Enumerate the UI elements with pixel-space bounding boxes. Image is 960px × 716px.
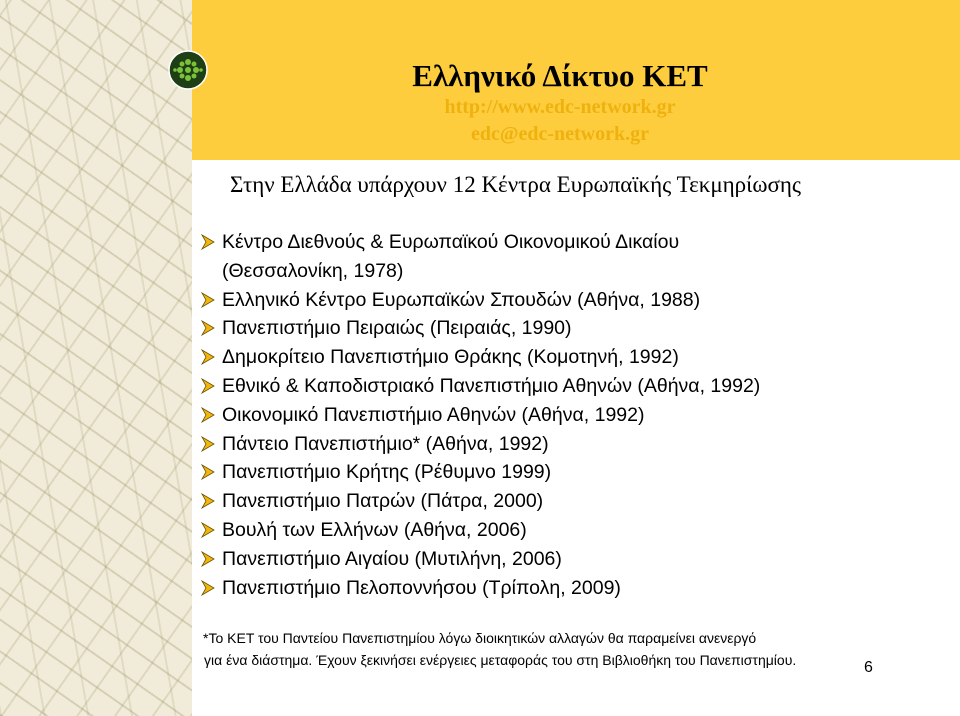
list-item <box>200 343 760 372</box>
website-link[interactable]: http://www.edc-network.gr <box>444 96 676 118</box>
center-detail: (Θεσσαλονίκη, 1978) <box>222 259 404 282</box>
center-name: Δημοκρίτειο Πανεπιστήμιο Θράκης (Κομοτηνή, 1992) <box>222 346 679 369</box>
page-number: 6 <box>864 659 873 676</box>
centers-list <box>200 228 760 602</box>
list-item <box>200 228 760 286</box>
list-item <box>200 314 760 343</box>
center-name: Πανεπιστήμιο Πατρών (Πάτρα, 2000) <box>222 490 544 513</box>
list-item <box>200 372 760 401</box>
list-item <box>200 286 760 315</box>
footnote-line-1: *Το ΚΕΤ του Παντείου Πανεπιστημίου λόγω διοικητικών αλλαγών θα παραμείνει ανενεργό <box>203 630 757 646</box>
arrow-bullet-icon <box>200 464 215 480</box>
footnote-line-2: για ένα διάστημα. Έχουν ξεκινήσει ενέργειες μεταφοράς του στη Βιβλιοθήκη του Πανεπιστημίου. <box>204 652 797 668</box>
arrow-bullet-icon <box>200 522 215 538</box>
arrow-bullet-icon <box>200 234 215 250</box>
page-title: Ελληνικό Δίκτυο ΚΕΤ <box>412 58 708 93</box>
center-name: Πανεπιστήμιο Κρήτης (Ρέθυμνο 1999) <box>222 461 552 484</box>
arrow-bullet-icon <box>200 436 215 452</box>
network-logo-icon <box>168 50 208 90</box>
arrow-bullet-icon <box>200 378 215 394</box>
center-name: Πανεπιστήμιο Πελοποννήσου (Τρίπολη, 2009) <box>222 576 621 599</box>
list-item <box>200 487 760 516</box>
center-name: Βουλή των Ελλήνων (Αθήνα, 2006) <box>222 518 527 541</box>
arrow-bullet-icon <box>200 292 215 308</box>
center-name: Πανεπιστήμιο Πειραιώς (Πειραιάς, 1990) <box>222 317 572 340</box>
section-heading: Στην Ελλάδα υπάρχουν 12 Κέντρα Ευρωπαϊκής Τεκμηρίωσης <box>230 172 802 197</box>
list-item <box>200 430 760 459</box>
arrow-bullet-icon <box>200 320 215 336</box>
center-name: Πανεπιστήμιο Αιγαίου (Μυτιλήνη, 2006) <box>222 547 562 570</box>
list-item <box>200 516 760 545</box>
list-item <box>200 401 760 430</box>
arrow-bullet-icon <box>200 551 215 567</box>
email-link[interactable]: edc@edc-network.gr <box>471 123 649 145</box>
center-name: Πάντειο Πανεπιστήμιο* (Αθήνα, 1992) <box>222 432 549 455</box>
arrow-bullet-icon <box>200 407 215 423</box>
list-item <box>200 545 760 574</box>
decorative-pattern-sidebar <box>0 0 192 716</box>
list-item <box>200 458 760 487</box>
center-name: Κέντρο Διεθνούς & Ευρωπαϊκού Οικονομικού Δικαίου <box>222 231 680 253</box>
center-name: Εθνικό & Καποδιστριακό Πανεπιστήμιο Αθηνών (Αθήνα, 1992) <box>222 374 761 397</box>
center-name: Ελληνικό Κέντρο Ευρωπαϊκών Σπουδών (Αθήνα, 1988) <box>222 288 701 311</box>
arrow-bullet-icon <box>200 493 215 509</box>
center-name: Οικονομικό Πανεπιστήμιο Αθηνών (Αθήνα, 1992) <box>222 403 645 426</box>
arrow-bullet-icon <box>200 349 215 365</box>
list-item <box>200 574 760 603</box>
arrow-bullet-icon <box>200 580 215 596</box>
